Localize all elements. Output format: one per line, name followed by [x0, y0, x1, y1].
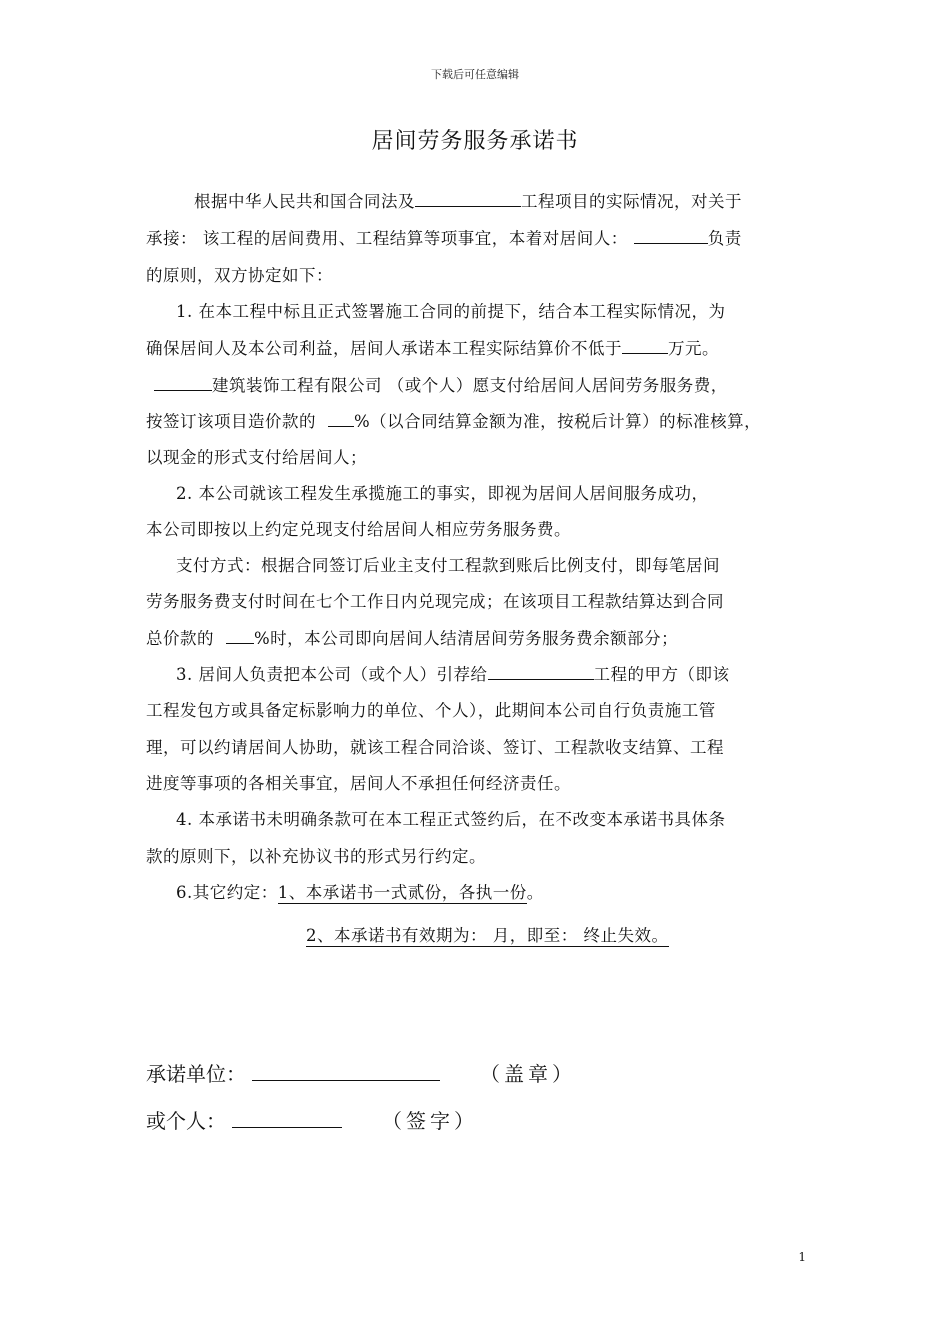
- clause1-line-4: [146, 408, 761, 432]
- clause6-label: 6.其它约定：: [176, 883, 278, 902]
- unit-label: 承诺单位：: [146, 1062, 246, 1086]
- clause-text: 。: [526, 883, 544, 902]
- percentage-blank: [328, 408, 354, 427]
- sign-label: （签字）: [382, 1109, 478, 1133]
- payment-line-1: 支付方式：根据合同签订后业主支付工程款到账后比例支付，即每笔居间: [176, 556, 720, 575]
- clause4-line-2: 款的原则下，以补充协议书的形式另行约定。: [146, 847, 486, 866]
- person-signature-blank: [232, 1107, 342, 1128]
- intro-line-3: 的原则，双方协定如下：: [146, 266, 333, 285]
- clause6-line-1: [176, 879, 544, 903]
- clause1-line-5: 以现金的形式支付给居间人；: [146, 448, 367, 467]
- intro-text: 工程项目的实际情况，对关于: [521, 192, 742, 211]
- settlement-percent-blank: [226, 625, 254, 644]
- clause3-line-2: 工程发包方或具备定标影响力的单位、个人），此期间本公司自行负责施工管: [146, 701, 716, 720]
- clause3-line-3: 理，可以约请居间人协助，就该工程合同洽谈、签订、工程款收支结算、工程: [146, 738, 724, 757]
- unit-signature-blank: [252, 1060, 440, 1081]
- clause-text: 工程的甲方（即该: [593, 665, 730, 684]
- company-name-blank: [154, 372, 212, 391]
- clause3-line-1: [176, 661, 730, 685]
- intro-line-1: [194, 188, 742, 212]
- clause-text: 确保居间人及本公司利益，居间人承诺本工程实际结算价不低于: [146, 339, 622, 358]
- clause-text: 总价款的: [146, 629, 214, 648]
- intro-text: 负责: [707, 229, 742, 248]
- clause-text: 万元。: [668, 339, 719, 358]
- clause1-line-1: 1. 在本工程中标且正式签署施工合同的前提下，结合本工程实际情况，为: [176, 302, 726, 321]
- signature-person-row: [146, 1105, 478, 1134]
- min-price-blank: [622, 335, 668, 354]
- payment-line-3: [146, 625, 678, 649]
- header-note: 下载后可任意编辑: [431, 68, 519, 81]
- clause3-line-4: 进度等事项的各相关事宜，居间人不承担任何经济责任。: [146, 774, 571, 793]
- clause-text: 按签订该项目造价款的: [146, 412, 316, 431]
- clause-text: %（以合同结算金额为准，按税后计算）的标准核算，: [354, 412, 762, 431]
- intro-text: 根据中华人民共和国合同法及: [194, 192, 415, 211]
- agreement-item-1: 1、本承诺书一式贰份，各执一份: [277, 883, 527, 902]
- clause4-line-1: 4. 本承诺书未明确条款可在本工程正式签约后，在不改变本承诺书具体条: [176, 810, 726, 829]
- document-title: 居间劳务服务承诺书: [371, 129, 579, 154]
- clause-text: %时，本公司即向居间人结清居间劳务服务费余额部分；: [254, 629, 679, 648]
- clause6-line-2: [306, 922, 669, 946]
- intermediary-blank: [634, 225, 708, 244]
- signature-unit-row: [146, 1058, 576, 1087]
- project-name-blank: [415, 188, 521, 207]
- intro-line-2: [146, 225, 742, 249]
- person-label: 或个人：: [146, 1109, 226, 1133]
- stamp-label: （盖章）: [480, 1062, 576, 1086]
- clause1-line-3: [154, 372, 728, 396]
- clause2-line-2: 本公司即按以上约定兑现支付给居间人相应劳务服务费。: [146, 520, 571, 539]
- intro-text: 承接： 该工程的居间费用、工程结算等项事宜，本着对居间人：: [146, 229, 628, 248]
- agreement-item-2: 2、本承诺书有效期为： 月，即至： 终止失效。: [306, 926, 669, 945]
- payment-line-2: 劳务服务费支付时间在七个工作日内兑现完成；在该项目工程款结算达到合同: [146, 592, 724, 611]
- page-number: 1: [798, 1250, 806, 1264]
- clause-text: 建筑装饰工程有限公司 （或个人）愿支付给居间人居间劳务服务费，: [212, 376, 728, 395]
- project-blank: [488, 661, 594, 680]
- clause1-line-2: [146, 335, 719, 359]
- clause-text: 3. 居间人负责把本公司（或个人）引荐给: [176, 665, 488, 684]
- clause2-line-1: 2. 本公司就该工程发生承揽施工的事实，即视为居间人居间服务成功，: [176, 484, 709, 503]
